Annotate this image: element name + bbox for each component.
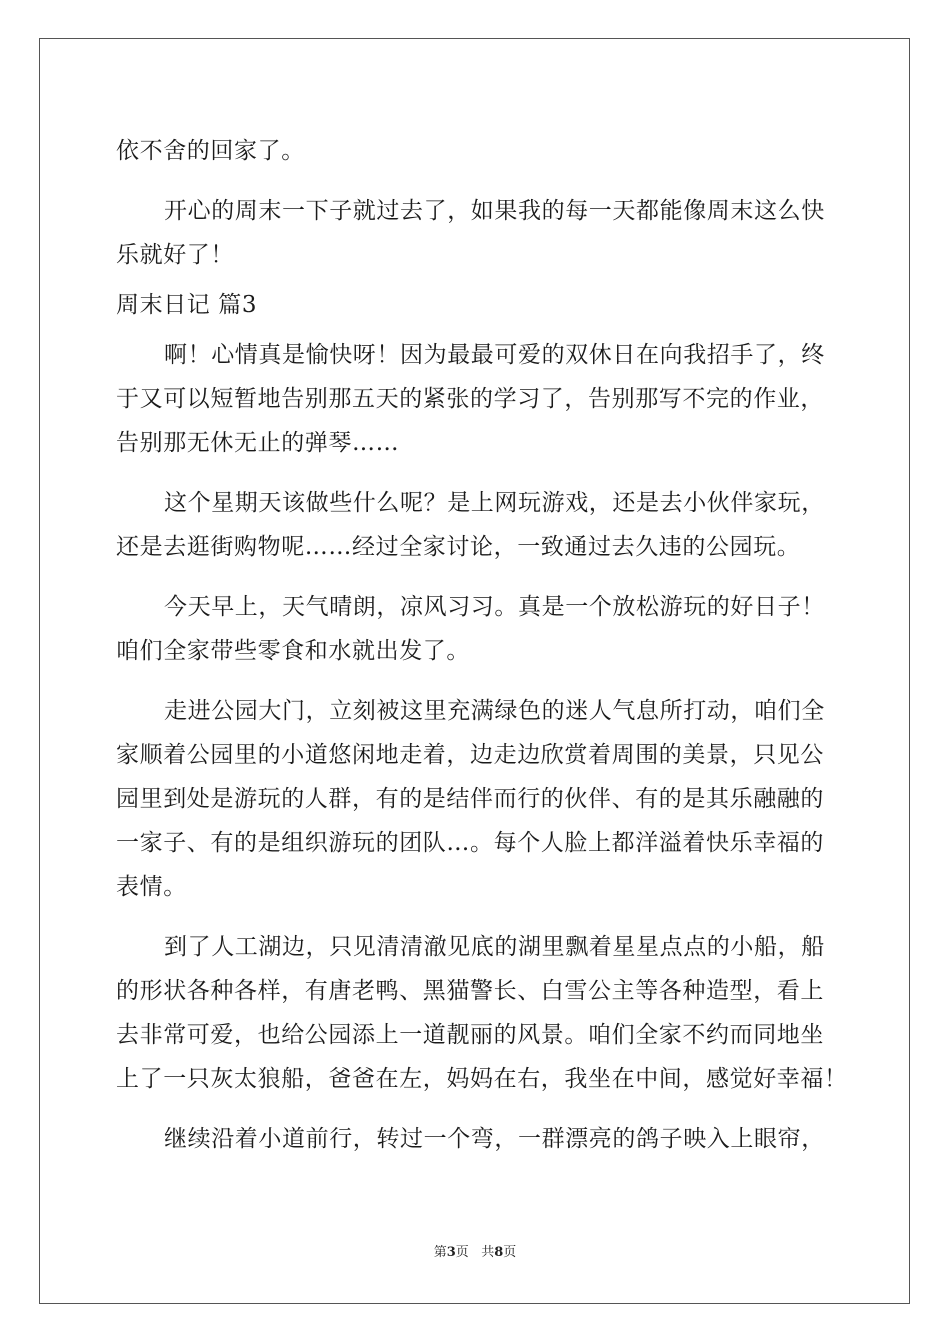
text-line: 告别那无休无止的弹琴…… <box>116 430 400 456</box>
document-body <box>116 129 846 1161</box>
footer-page-word: 页 <box>455 1245 469 1260</box>
paragraph-start: 继续沿着小道前行，转过一个弯，一群漂亮的鸽子映入上眼帘， <box>164 1126 825 1152</box>
text-line: 一家子、有的是组织游玩的团队…。每个人脸上都洋溢着快乐幸福的 <box>116 830 824 856</box>
text-line: 去非常可爱，也给公园添上一道靓丽的风景。咱们全家不约而同地坐 <box>116 1022 824 1048</box>
total-pages-number: 8 <box>494 1245 504 1260</box>
paragraph-start: 今天早上，天气晴朗，凉风习习。真是一个放松游玩的好日子！ <box>164 594 825 620</box>
text-line: 园里到处是游玩的人群，有的是结伴而行的伙伴、有的是其乐融融的 <box>116 786 824 812</box>
text-line: 上了一只灰太狼船，爸爸在左，妈妈在右，我坐在中间，感觉好幸福！ <box>116 1066 848 1092</box>
text-line: 乐就好了！ <box>116 242 234 268</box>
text-line: 依不舍的回家了。 <box>116 138 305 164</box>
footer-prefix: 第 <box>433 1245 447 1260</box>
paragraph-start: 走进公园大门，立刻被这里充满绿色的迷人气息所打动，咱们全 <box>164 698 825 724</box>
text-line: 的形状各种各样，有唐老鸭、黑猫警长、白雪公主等各种造型，看上 <box>116 978 824 1004</box>
paragraph-start: 这个星期天该做些什么呢？是上网玩游戏，还是去小伙伴家玩， <box>164 490 825 516</box>
section-heading: 周末日记 篇3 <box>116 292 258 318</box>
paragraph-start: 开心的周末一下子就过去了，如果我的每一天都能像周末这么快 <box>164 198 825 224</box>
footer-total-prefix: 共 <box>481 1245 495 1260</box>
page-footer <box>0 1245 950 1261</box>
text-line: 家顺着公园里的小道悠闲地走着，边走边欣赏着周围的美景，只见公 <box>116 742 824 768</box>
text-line: 还是去逛街购物呢……经过全家讨论，一致通过去久违的公园玩。 <box>116 534 801 560</box>
current-page-number: 3 <box>446 1245 456 1260</box>
text-line: 咱们全家带些零食和水就出发了。 <box>116 638 470 664</box>
paragraph-start: 到了人工湖边，只见清清澈见底的湖里飘着星星点点的小船，船 <box>164 934 825 960</box>
footer-total-suffix: 页 <box>503 1245 517 1260</box>
paragraph-start: 啊！心情真是愉快呀！因为最最可爱的双休日在向我招手了，终 <box>164 342 825 368</box>
text-line: 表情。 <box>116 874 187 900</box>
text-line: 于又可以短暂地告别那五天的紧张的学习了，告别那写不完的作业， <box>116 386 824 412</box>
